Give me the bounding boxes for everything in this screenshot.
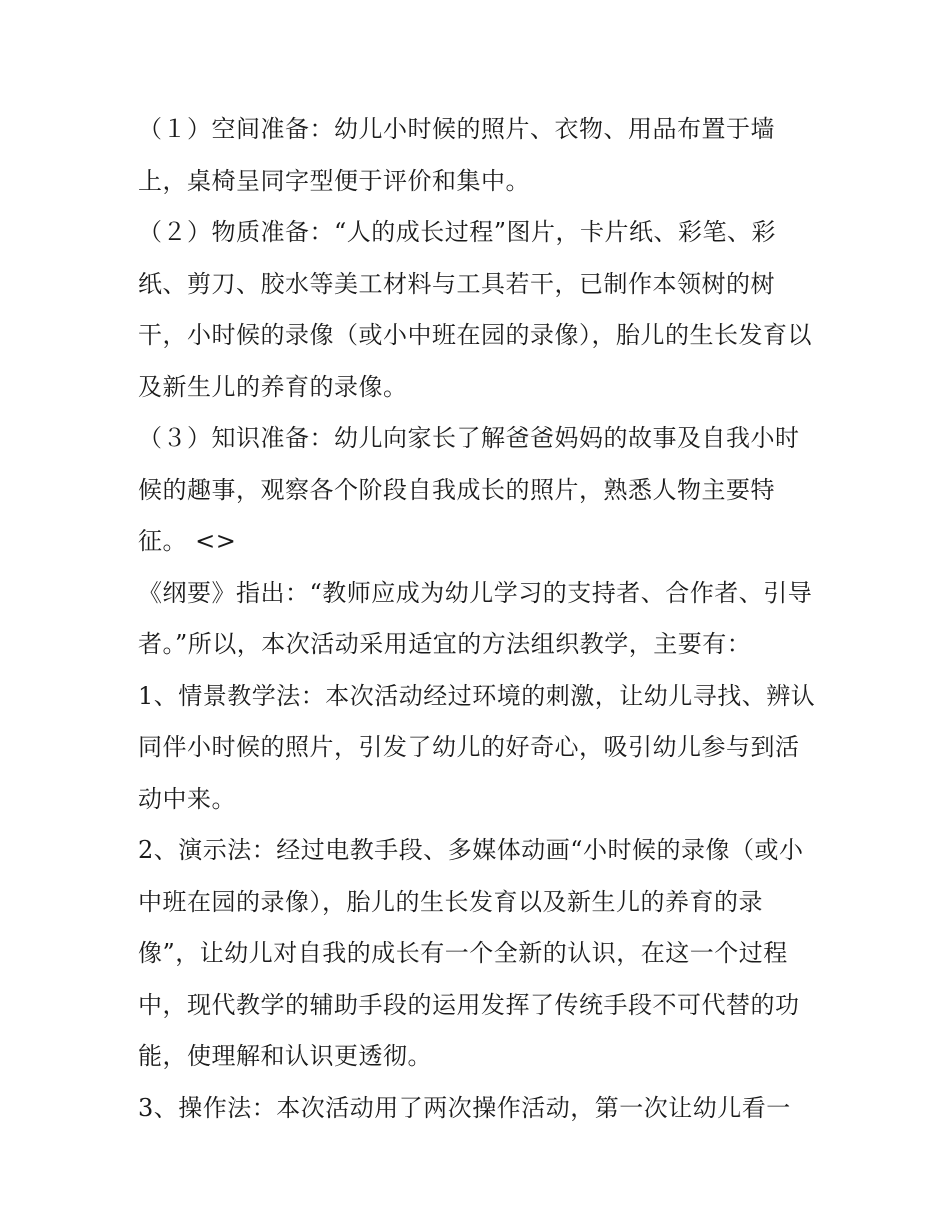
paragraph-outline-quote: 《纲要》指出：“教师应成为幼儿学习的支持者、合作者、引导者。”所以，本次活动采用适宜的方法组织教学，主要有： xyxy=(138,578,813,658)
document-body xyxy=(138,104,818,1134)
paragraph-method-demonstration: 2、演示法：经过电教手段、多媒体动画“小时候的录像（或小中班在园的录像），胎儿的生长发育以及新生儿的养育的录像”，让幼儿对自我的成长有一个全新的认识，在这一个过程中，现代教学的辅助手段的运用发挥了传统手段不可代替的功能，使理解和认识更透彻。 xyxy=(138,836,804,1070)
paragraph-method-situational: 1、情景教学法：本次活动经过环境的刺激，让幼儿寻找、辨认同伴小时候的照片，引发了幼儿的好奇心，吸引幼儿参与到活动中来。 xyxy=(138,681,816,813)
paragraph-knowledge-preparation: （３）知识准备：幼儿向家长了解爸爸妈妈的故事及自我小时候的趣事，观察各个阶段自我成长的照片，熟悉人物主要特征。 <> xyxy=(138,424,800,555)
paragraph-method-operation: 3、操作法：本次活动用了两次操作活动，第一次让幼儿看一 xyxy=(138,1093,791,1122)
paragraph-space-preparation: （１）空间准备：幼儿小时候的照片、衣物、用品布置于墙上，桌椅呈同字型便于评价和集中。 xyxy=(138,115,775,195)
paragraph-material-preparation: （２）物质准备：“人的成长过程”图片，卡片纸、彩笔、彩纸、剪刀、胶水等美工材料与工具若干，已制作本领树的树干，小时候的录像（或小中班在园的录像），胎儿的生长发育以及新生儿的养育的录像。 xyxy=(138,218,812,401)
